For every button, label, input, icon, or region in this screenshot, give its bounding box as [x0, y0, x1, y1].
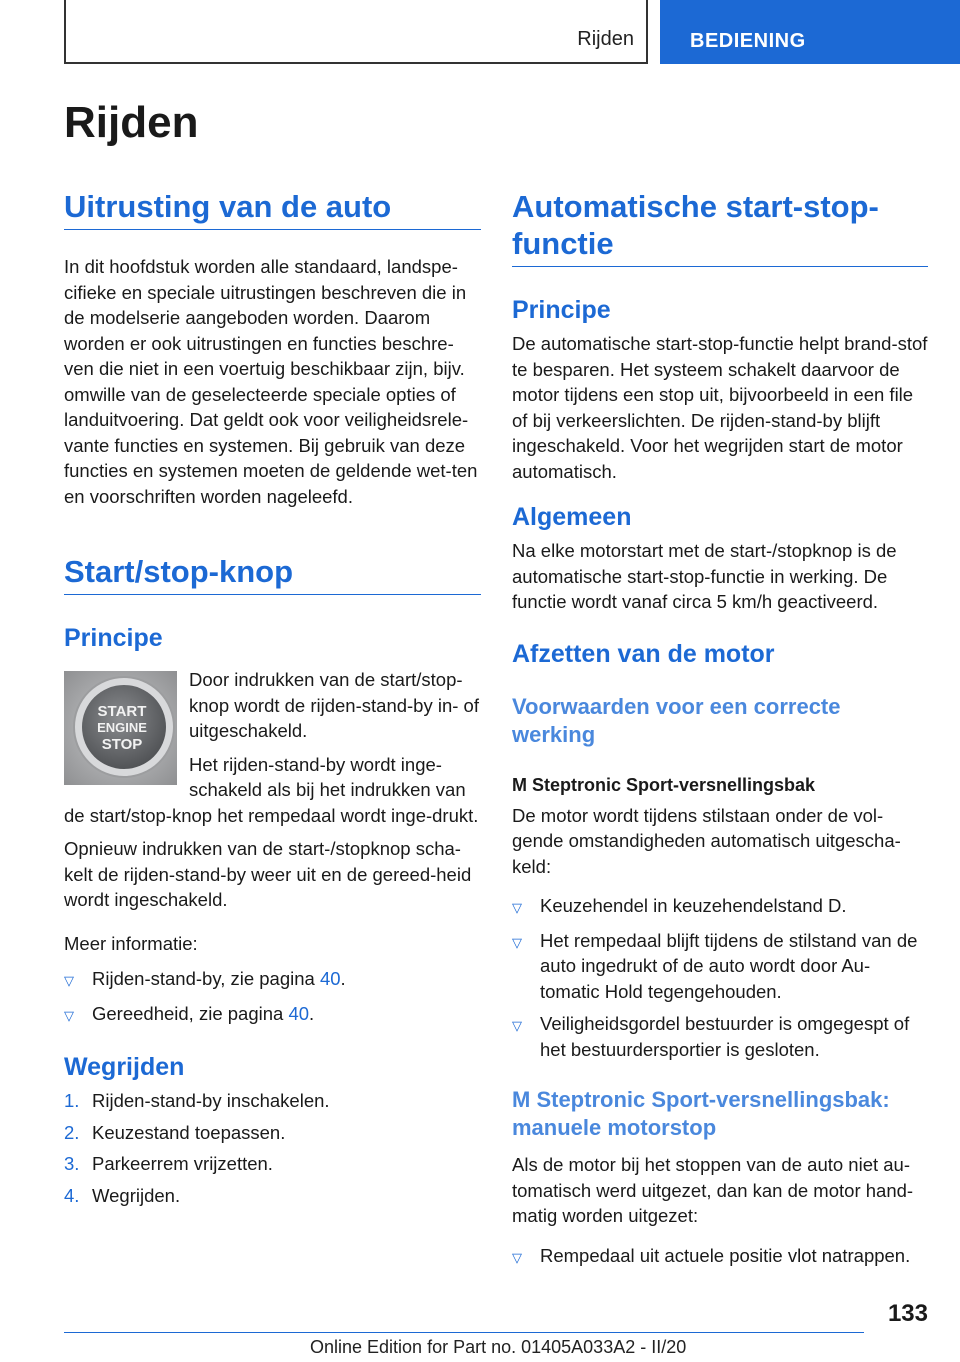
header-chapter-tab [660, 0, 960, 64]
manual-stop-body: Als de motor bij het stoppen van de auto niet au-tomatisch werd uitgezet, dan kan de motor hand-matig worden uitgezet: [512, 1154, 914, 1226]
more-info-list [64, 966, 481, 1028]
list-item: ▽ Keuzehendel in keuzehendelstand D. [512, 893, 928, 921]
header-section-tab [64, 0, 648, 64]
button-label-line-2: ENGINE [97, 720, 147, 735]
equipment-body: In dit hoofdstuk worden alle standaard, landspe-cifieke en speciale uitrustingen beschreven die in de modelserie aangeboden worden. Daarom worden er ook uitrustingen en functies beschre-ven die niet in een voertuig beschikbaar zijn, bijv. omwille van de geselecteerde speciale opties of landuitvoering. Dat geldt ook voor veiligheidsrele-vante functies en systemen. Bij gebruik van deze functies en systemen moeten de geldende wet-ten en voorschriften worden nageleefd. [64, 256, 478, 507]
start-stop-heading: Start/stop-knop [64, 553, 481, 595]
auto-principle-body: De automatische start-stop-functie helpt brand-stof te besparen. Het systeem schakelt daarvoor de motor tijdens een stop uit, bijvoorbeeld in een file of bij verkeerslichten. De rijden-stand-by blijft ingeschakeld. Voor het wegrijden start de motor automatisch. [512, 333, 928, 482]
triangle-bullet-icon: ▽ [64, 973, 74, 988]
more-info-label: Meer informatie: [64, 932, 198, 954]
page-number: 133 [887, 1300, 928, 1327]
edition-text: Online Edition for Part no. 01405A033A2 - II/20 [310, 1337, 687, 1357]
header-chapter-label: BEDIENING [690, 30, 806, 52]
list-item: ▽ Gereedheid, zie pagina 40. [64, 1001, 481, 1029]
start-stop-principle-block [64, 667, 481, 828]
footer-divider [64, 1332, 864, 1333]
page-link-standby[interactable]: 40 [319, 968, 341, 989]
triangle-bullet-icon: ▽ [64, 1007, 74, 1023]
engine-off-heading: Afzetten van de motor [512, 639, 775, 668]
list-item: 4. Wegrijden. [64, 1184, 181, 1206]
list-item: ▽ Veiligheidsgordel bestuurder is omgegespt of het bestuurdersportier is gesloten. [512, 1011, 928, 1062]
triangle-bullet-icon: ▽ [512, 1249, 522, 1265]
drive-off-heading: Wegrijden [64, 1053, 185, 1081]
list-item: 3. Parkeerrem vrijzetten. [64, 1153, 273, 1174]
header-section-label: Rijden [577, 28, 634, 50]
start-stop-para-1: Door indrukken van de start/stop-knop wordt de rijden-stand-by in- of uitgeschakeld. [189, 669, 479, 741]
triangle-bullet-icon: ▽ [512, 934, 522, 950]
page-title: Rijden [64, 98, 199, 147]
start-engine-stop-button-icon [64, 671, 177, 785]
triangle-bullet-icon: ▽ [512, 1018, 522, 1033]
left-column [64, 188, 481, 1208]
manual-stop-list [512, 1243, 928, 1271]
general-heading: Algemeen [512, 503, 632, 531]
start-stop-para-2: Het rijden-stand-by wordt inge-schakeld als bij het indrukken van de start/stop-knop het rempedaal wordt inge-drukt. [64, 753, 479, 826]
list-item: ▽ Rempedaal uit actuele positie vlot natrappen. [512, 1243, 928, 1271]
manual-stop-heading: M Steptronic Sport-versnellingsbak: manuele motorstop [512, 1087, 890, 1140]
list-item: 2. Keuzestand toepassen. [64, 1121, 286, 1143]
drive-off-steps [64, 1088, 481, 1208]
button-label-line-1: START [97, 703, 147, 720]
auto-principle-heading: Principe [512, 296, 611, 324]
right-column [512, 188, 928, 1270]
equipment-heading: Uitrusting van de auto [64, 188, 481, 230]
list-item: 1. Rijden-stand-by inschakelen. [64, 1090, 330, 1111]
conditions-heading: Voorwaarden voor een correcte werking [512, 693, 841, 747]
page-link-readiness[interactable]: 40 [288, 1002, 310, 1024]
auto-start-stop-heading: Automatische start-stop-functie [512, 188, 928, 267]
button-label-line-3: STOP [101, 736, 143, 753]
list-item: ▽ Het rempedaal blijft tijdens de stilstand van de auto ingedrukt of de auto wordt door Au-tomatic Hold tegengehouden. [512, 928, 928, 1005]
triangle-bullet-icon: ▽ [512, 900, 522, 915]
start-stop-para-3: Opnieuw indrukken van de start-/stopknop scha-kelt de rijden-stand-by weer uit en de gereed-heid wordt ingeschakeld. [64, 838, 472, 910]
steptronic-heading: M Steptronic Sport-versnellingsbak [512, 774, 816, 795]
start-stop-principle-heading: Principe [64, 624, 163, 652]
start-engine-stop-button-image [64, 671, 177, 785]
list-item: ▽ Rijden-stand-by, zie pagina 40. [64, 966, 481, 994]
general-body: Na elke motorstart met de start-/stopknop is de automatische start-stop-functie in werking. De functie wordt vanaf circa 5 km/h geactiveerd. [512, 540, 897, 612]
steptronic-body: De motor wordt tijdens stilstaan onder de vol-gende omstandigheden automatisch uitgescha-keld: [512, 804, 901, 877]
conditions-list [512, 893, 928, 1062]
